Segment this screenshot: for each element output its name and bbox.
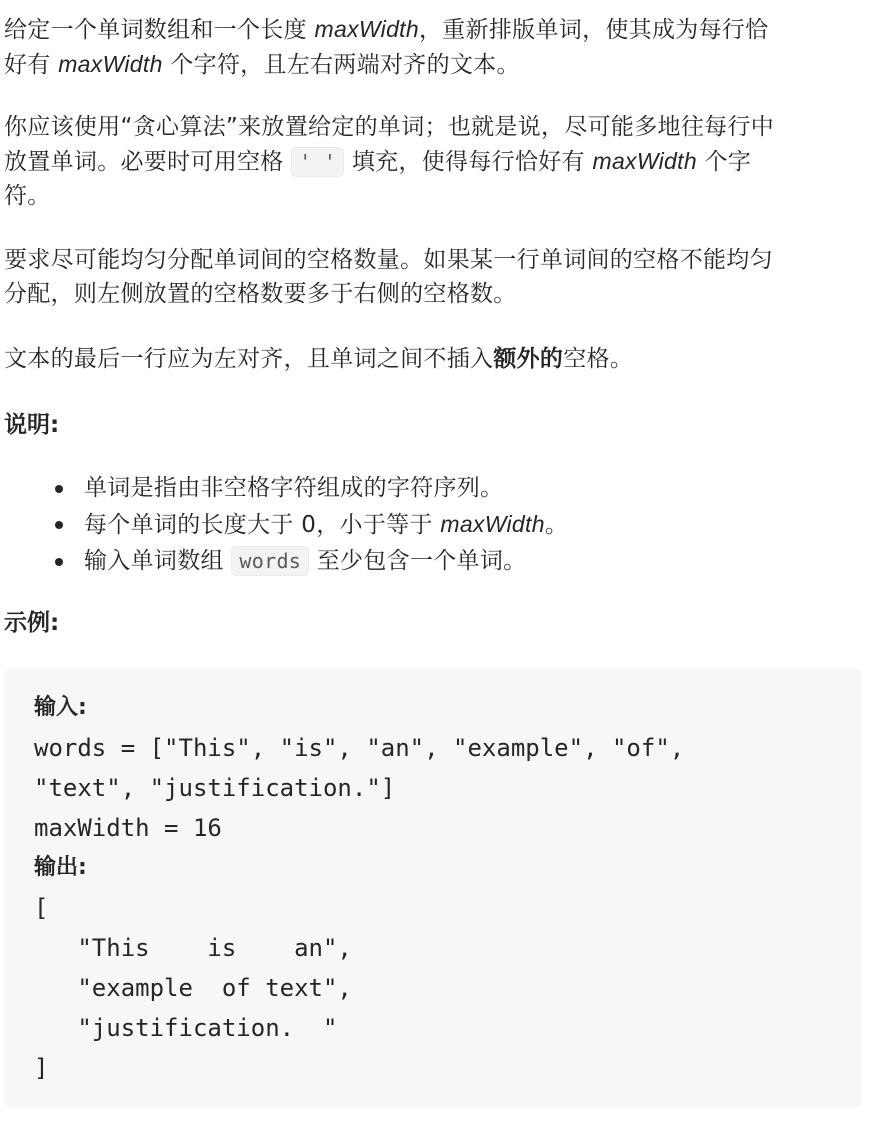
example-code-block bbox=[4, 668, 862, 1108]
text: 个字符，且左右两端对齐的文本。 bbox=[162, 52, 520, 78]
text: 每个单词的长度大于 0，小于等于 bbox=[84, 512, 441, 538]
text: 单词是指由非空格字符组成的字符序列。 bbox=[84, 475, 504, 501]
text: 给定一个单词数组和一个长度 bbox=[4, 17, 315, 43]
code-line: ] bbox=[34, 1054, 49, 1082]
paragraph-greedy bbox=[4, 110, 862, 213]
text: 放置单词。必要时可用空格 bbox=[4, 149, 292, 175]
list-item bbox=[84, 543, 568, 579]
code-line: maxWidth = 16 bbox=[34, 814, 222, 842]
notes-list bbox=[4, 470, 568, 579]
text: 你应该使用“贪心算法”来放置给定的单词；也就是说，尽可能多地往每行中 bbox=[4, 114, 775, 140]
code-line: "justification. " bbox=[34, 1014, 338, 1042]
text: 符。 bbox=[4, 183, 51, 209]
code-line: words = ["This", "is", "an", "example", "of", bbox=[34, 734, 685, 762]
text: 输入单词数组 bbox=[84, 548, 232, 574]
input-label: 输入: bbox=[34, 695, 87, 720]
text: 填充，使得每行恰好有 bbox=[344, 149, 593, 175]
example-heading: 示例: bbox=[4, 610, 60, 636]
text: 文本的最后一行应为左对齐，且单词之间不插入 bbox=[4, 346, 494, 372]
output-label: 输出: bbox=[34, 855, 87, 880]
text: 好有 bbox=[4, 52, 59, 78]
emphasis-extra: 额外的 bbox=[493, 346, 564, 372]
paragraph-intro bbox=[4, 12, 862, 82]
list-item bbox=[84, 506, 568, 543]
list-item bbox=[84, 470, 568, 506]
text: ，重新排版单词，使其成为每行恰 bbox=[418, 17, 769, 43]
code-line: "This is an", bbox=[34, 934, 352, 962]
paragraph-last-line bbox=[4, 342, 862, 376]
inline-code-words: words bbox=[231, 546, 309, 576]
notes-heading: 说明: bbox=[4, 412, 60, 438]
code-line: "text", "justification."] bbox=[34, 774, 396, 802]
var-maxwidth: maxWidth bbox=[440, 511, 545, 537]
text: 空格。 bbox=[563, 346, 634, 372]
text: 分配，则左侧放置的空格数要多于右侧的空格数。 bbox=[4, 281, 517, 307]
var-maxwidth: maxWidth bbox=[592, 148, 697, 174]
text: 个字 bbox=[696, 149, 752, 175]
text: 。 bbox=[544, 512, 569, 538]
inline-code-space: ' ' bbox=[291, 147, 344, 177]
code-line: "example of text", bbox=[34, 974, 352, 1002]
var-maxwidth: maxWidth bbox=[58, 51, 163, 77]
text: 要求尽可能均匀分配单词间的空格数量。如果某一行单词间的空格不能均匀 bbox=[4, 247, 773, 273]
text: 至少包含一个单词。 bbox=[309, 548, 527, 574]
code-line: [ bbox=[34, 894, 49, 922]
paragraph-spacing bbox=[4, 243, 862, 311]
var-maxwidth: maxWidth bbox=[314, 16, 419, 42]
